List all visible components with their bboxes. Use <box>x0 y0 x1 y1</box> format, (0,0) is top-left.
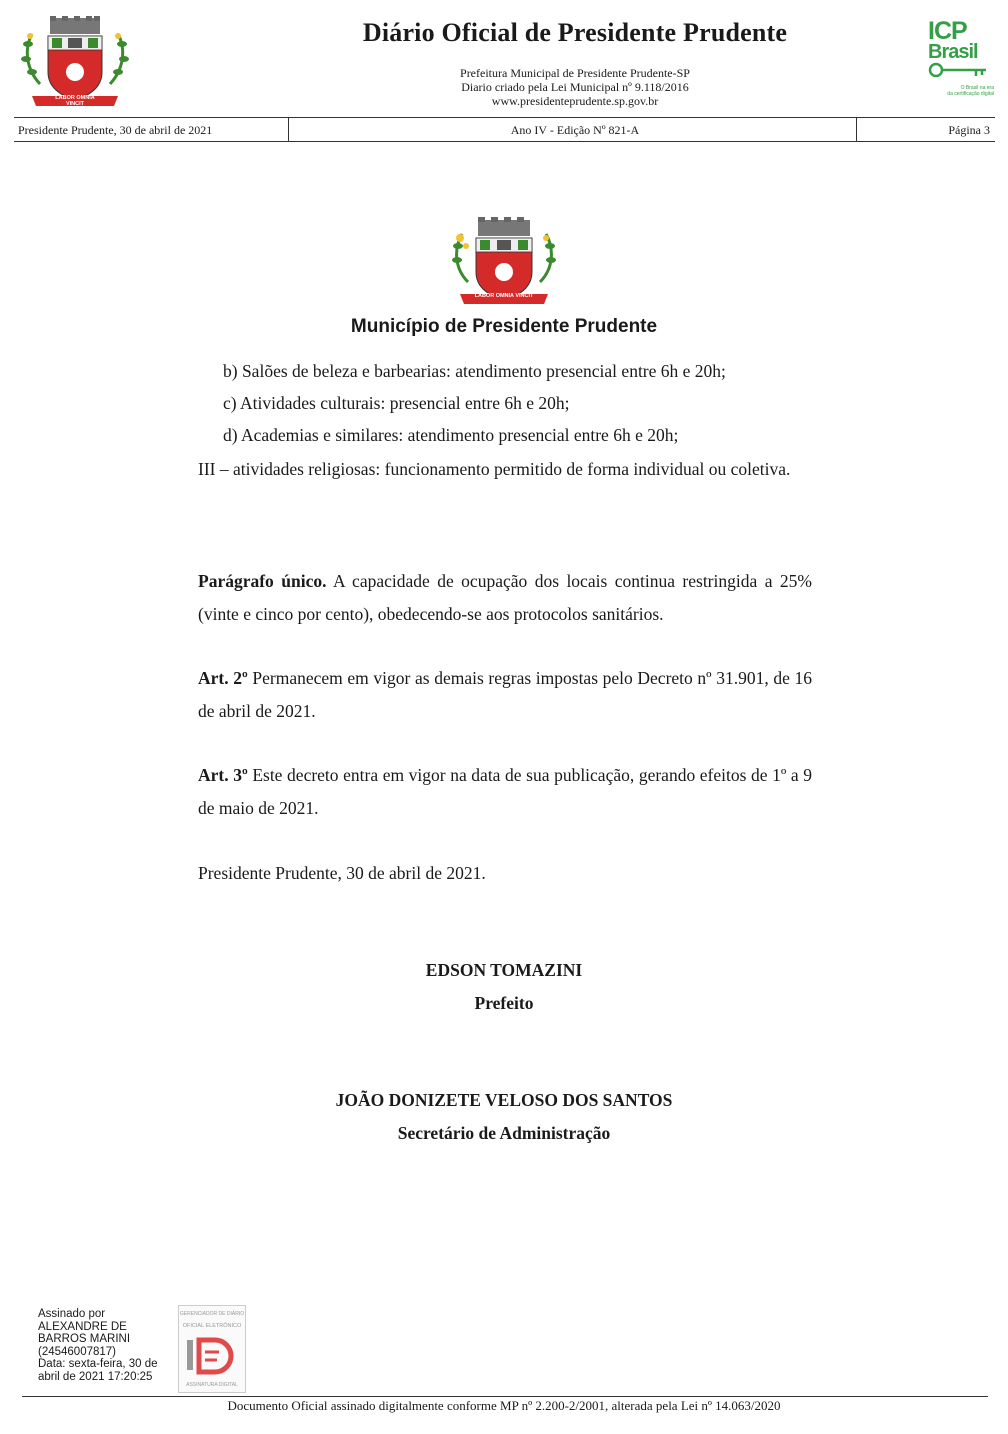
header-website: www.presidenteprudente.sp.gov.br <box>491 94 659 108</box>
footer-divider <box>22 1396 988 1397</box>
coat-motto: LABOR OMNIA VINCIT <box>55 95 95 107</box>
municipality-name: Município de Presidente Prudente <box>350 316 658 337</box>
icp-tagline <box>928 85 994 97</box>
secretary-title: Secretário de Administração <box>397 1123 611 1143</box>
stamp-text: GERENCIADOR DE DIÁRIO <box>179 1311 245 1317</box>
article-label: Art. 3º <box>198 765 248 785</box>
key-icon <box>928 62 990 80</box>
stamp-text: ASSINATURA DIGITAL <box>186 1382 238 1388</box>
mayor-name: EDSON TOMAZINI <box>425 960 583 980</box>
icp-logo-text-brasil: Brasil <box>928 41 978 63</box>
mayor-title: Prefeito <box>474 993 534 1013</box>
coat-motto: LABOR OMNIA VINCIT <box>474 293 534 299</box>
list-item: d) Academias e similares: atendimento presencial entre 6h e 20h; <box>223 425 679 445</box>
page-number: Página 3 <box>948 123 990 137</box>
article-text: Este decreto entra em vigor na data de sua publicação, gerando efeitos de 1º a 9 de maio de 2021. <box>198 765 813 818</box>
header-divider <box>856 118 857 141</box>
icp-brasil-logo <box>928 17 994 97</box>
stamp-text: OFICIAL ELETRÔNICO <box>182 1323 242 1329</box>
header-subtitle <box>300 66 850 108</box>
header-subtitle-line: Prefeitura Municipal de Presidente Prudente-SP <box>460 66 690 80</box>
municipality-coat-of-arms <box>448 216 560 308</box>
closing-date: Presidente Prudente, 30 de abril de 2021. <box>198 863 486 883</box>
signature-line: abril de 2021 17:20:25 <box>38 1370 153 1383</box>
paragrafo-unico <box>198 565 812 630</box>
icp-logo-text: ICP <box>928 17 967 45</box>
paragraph-label: Parágrafo único. <box>198 571 327 591</box>
header-divider-bottom <box>14 141 995 142</box>
digital-signature-stamp <box>178 1305 246 1393</box>
signature-line: BARROS MARINI <box>38 1333 131 1346</box>
item-iii-paragraph: III – atividades religiosas: funcionamento permitido de forma individual ou coletiva. <box>198 459 791 479</box>
header-coat-of-arms <box>18 14 132 110</box>
header-divider <box>288 118 289 141</box>
article-text: Permanecem em vigor as demais regras impostas pelo Decreto nº 31.901, de 16 de abril de 2021. <box>198 668 813 721</box>
article-2 <box>198 662 812 727</box>
digital-signature-info <box>38 1308 178 1384</box>
paragraph-text: A capacidade de ocupação dos locais continua restringida a 25% (vinte e cinco por cento), obedecendo-se aos protocolos sanitários. <box>198 571 812 624</box>
signature-line: Data: sexta-feira, 30 de <box>38 1358 158 1371</box>
publication-date: Presidente Prudente, 30 de abril de 2021 <box>18 123 213 137</box>
list-item: c) Atividades culturais: presencial entre 6h e 20h; <box>223 393 570 413</box>
icp-tagline-line: O Brasil na era <box>960 85 994 91</box>
header-subtitle-line: Diario criado pela Lei Municipal nº 9.118/2016 <box>461 80 689 94</box>
signature-line: ALEXANDRE DE <box>38 1320 127 1333</box>
footer-legal-note: Documento Oficial assinado digitalmente conforme MP nº 2.200-2/2001, alterada pela Lei nº 14.063/2020 <box>227 1398 781 1413</box>
newspaper-title: Diário Oficial de Presidente Prudente <box>362 18 788 47</box>
secretary-name: JOÃO DONIZETE VELOSO DOS SANTOS <box>335 1090 673 1110</box>
signature-line: Assinado por <box>38 1308 106 1320</box>
id-stamp-icon <box>185 1336 241 1376</box>
article-label: Art. 2º <box>198 668 248 688</box>
signature-line: (24546007817) <box>38 1345 117 1358</box>
icp-tagline-line: da certificação digital <box>947 91 994 97</box>
article-3 <box>198 759 812 824</box>
list-item: b) Salões de beleza e barbearias: atendimento presencial entre 6h e 20h; <box>223 361 726 381</box>
header-divider-top <box>14 117 995 118</box>
edition-number: Ano IV - Edição Nº 821-A <box>510 123 640 137</box>
